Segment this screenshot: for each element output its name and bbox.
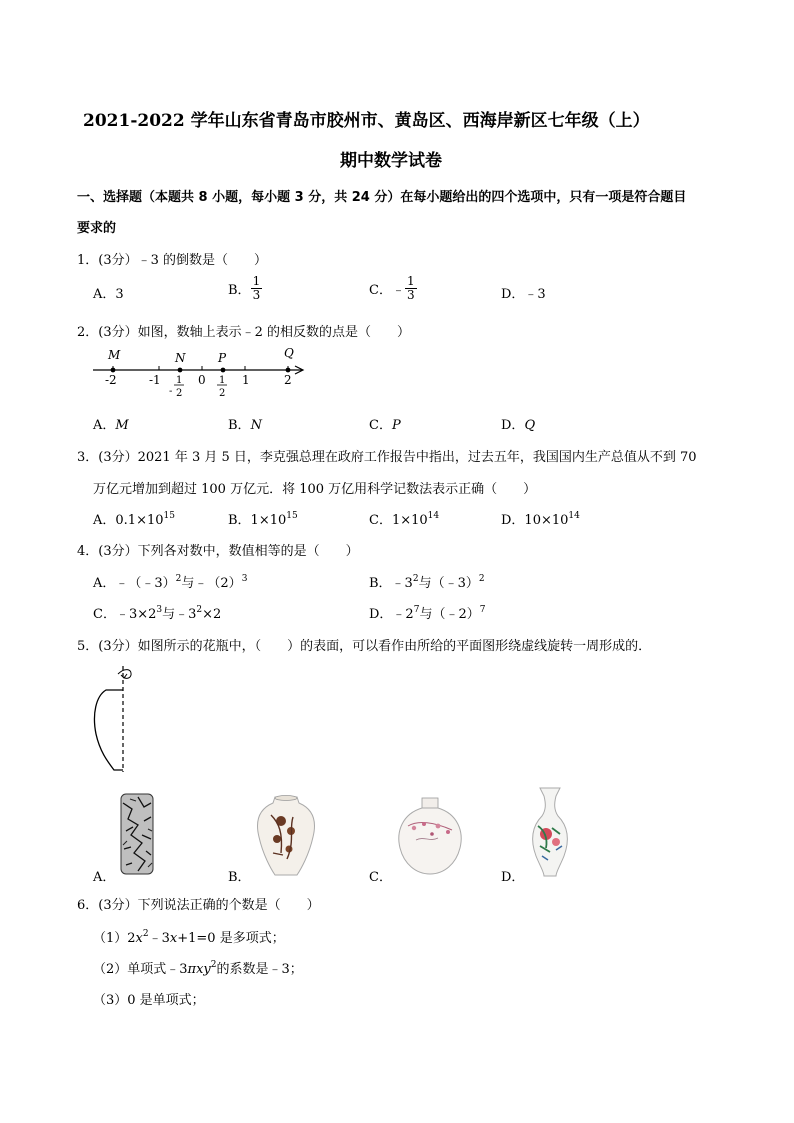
option-exponent: 14 xyxy=(568,511,580,521)
option-part: B．﹣3 xyxy=(369,576,413,591)
fraction-denominator: 3 xyxy=(252,288,261,302)
q5-option-d-label: D． xyxy=(501,870,525,885)
option-prefix: C． xyxy=(369,418,392,433)
point-label-n: N xyxy=(175,351,186,365)
point-label-p: P xyxy=(218,351,227,365)
question-3-line2: 万亿元增加到超过 100 万亿元．将 100 万亿用科学记数法表示正确（ ） xyxy=(93,482,537,497)
tick-label: -1 xyxy=(149,373,161,387)
option-exponent: 7 xyxy=(413,605,420,615)
option-value: N xyxy=(250,418,262,433)
option-exponent: 3 xyxy=(241,574,248,584)
rotation-figure xyxy=(88,662,148,777)
section-heading-line2: 要求的 xyxy=(77,221,117,236)
statement-variable: x xyxy=(169,931,178,946)
statement-variable: πxy xyxy=(187,962,211,977)
exam-title-line2: 期中数学试卷 xyxy=(340,151,442,171)
half-numerator: 1 xyxy=(176,375,183,386)
q1-option-c-prefix: C．﹣ xyxy=(369,283,405,298)
q5-option-c-label: C． xyxy=(369,870,392,885)
statement-part: （1）2 xyxy=(93,931,136,946)
option-part: 与（﹣2） xyxy=(419,607,480,622)
statement-part: +1=0 是多项式； xyxy=(177,931,285,946)
option-value: P xyxy=(391,418,401,433)
tick-label: 1 xyxy=(242,373,250,387)
option-exponent: 2 xyxy=(412,574,419,584)
tall-vase-image xyxy=(526,786,574,878)
q5-option-a-label: A． xyxy=(93,870,116,885)
point-label-q: Q xyxy=(284,346,294,360)
statement-part: （2）单项式﹣3 xyxy=(93,962,188,977)
question-2-stem: 2．(3分）如图，数轴上表示﹣2 的相反数的点是（ ） xyxy=(77,325,411,340)
fraction-denominator: 3 xyxy=(406,288,415,302)
option-exponent: 15 xyxy=(163,511,175,521)
q4-option-d xyxy=(369,603,485,622)
question-4-stem: 4．(3分）下列各对数中，数值相等的是（ ） xyxy=(77,544,359,559)
rotation-arrowhead xyxy=(121,674,127,678)
option-exponent: 15 xyxy=(286,511,298,521)
q3-option-b xyxy=(228,509,298,528)
option-exponent: 2 xyxy=(175,574,182,584)
q6-statement-2 xyxy=(93,958,303,977)
option-part: C．﹣3×2 xyxy=(93,607,157,622)
q3-option-d xyxy=(501,509,580,528)
option-base: C．1×10 xyxy=(369,513,428,528)
q3-option-c xyxy=(369,509,439,528)
option-prefix: A． xyxy=(93,418,116,433)
q1-option-c xyxy=(369,275,417,302)
question-1-stem: 1．(3分）﹣3 的倒数是（ ） xyxy=(77,253,268,268)
option-part: D．﹣2 xyxy=(369,607,414,622)
option-value: Q xyxy=(524,418,536,433)
cylinder-vase-image xyxy=(118,791,156,877)
q4-option-b xyxy=(369,572,485,591)
option-base: B．1×10 xyxy=(228,513,287,528)
option-part: A．﹣（﹣3） xyxy=(93,576,176,591)
option-exponent: 7 xyxy=(479,605,486,615)
option-prefix: B． xyxy=(228,418,251,433)
q2-option-c xyxy=(369,414,401,433)
option-value: M xyxy=(115,418,129,433)
q1-option-c-fraction xyxy=(405,275,417,302)
question-3-line1: 3．(3分）2021 年 3 月 5 日，李克强总理在政府工作报告中指出，过去五年，我国国内生产总值从不到 70 xyxy=(77,450,697,465)
statement-variable: x xyxy=(135,931,143,946)
statement-exponent: 2 xyxy=(142,929,149,939)
q5-option-b-label: B． xyxy=(228,870,251,885)
q1-option-b-prefix: B． xyxy=(228,283,251,298)
q3-option-a xyxy=(93,509,175,528)
option-part: 与（﹣3） xyxy=(418,576,479,591)
round-vase-image xyxy=(394,796,466,876)
point-m-dot xyxy=(111,368,116,373)
option-part: ×2 xyxy=(202,607,222,622)
option-exponent: 2 xyxy=(478,574,485,584)
q1-option-a: A．3 xyxy=(93,287,124,302)
exam-title-line1: 2021-2022 学年山东省青岛市胶州市、黄岛区、西海岸新区七年级（上） xyxy=(83,111,650,131)
option-exponent: 3 xyxy=(156,605,163,615)
q6-statement-3: （3）0 是单项式； xyxy=(93,993,205,1008)
option-exponent: 2 xyxy=(196,605,203,615)
half-neg-sign: - xyxy=(169,386,173,397)
q1-option-d: D．﹣3 xyxy=(501,287,546,302)
point-n-dot xyxy=(178,368,183,373)
q4-option-c xyxy=(93,603,221,622)
option-exponent: 14 xyxy=(427,511,440,521)
statement-exponent: 2 xyxy=(210,960,217,970)
half-numerator: 1 xyxy=(219,375,226,386)
half-denominator: 2 xyxy=(219,388,226,399)
statement-part: 的系数是﹣3； xyxy=(216,962,303,977)
option-base: D．10×10 xyxy=(501,513,569,528)
number-line-figure xyxy=(88,344,318,400)
q1-option-b xyxy=(228,275,262,302)
q2-option-b xyxy=(228,414,262,433)
point-p-dot xyxy=(221,368,226,373)
question-6-stem: 6．(3分）下列说法正确的个数是（ ） xyxy=(77,898,320,913)
half-denominator: 2 xyxy=(176,388,183,399)
point-q-dot xyxy=(286,368,291,373)
point-label-m: M xyxy=(108,348,121,362)
tick-label: 2 xyxy=(284,373,292,387)
shouldered-vase-image xyxy=(253,793,319,879)
q1-option-b-fraction xyxy=(251,275,263,302)
vase-profile-curve xyxy=(94,690,123,770)
fraction-numerator: 1 xyxy=(406,274,415,288)
q2-option-d xyxy=(501,414,535,433)
option-part: 与﹣3 xyxy=(162,607,197,622)
q6-statement-1 xyxy=(93,927,285,946)
statement-part: ﹣3 xyxy=(148,931,170,946)
option-prefix: D． xyxy=(501,418,525,433)
tick-label: -2 xyxy=(105,373,117,387)
option-base: A．0.1×10 xyxy=(93,513,164,528)
q2-option-a xyxy=(93,414,129,433)
fraction-numerator: 1 xyxy=(252,274,261,288)
tick-label: 0 xyxy=(198,373,206,387)
question-5-stem: 5．(3分）如图所示的花瓶中，（ ）的表面，可以看作由所给的平面图形绕虚线旋转一周形成的． xyxy=(77,639,652,654)
q4-option-a xyxy=(93,572,247,591)
section-heading-line1: 一、选择题（本题共 8 小题，每小题 3 分，共 24 分）在每小题给出的四个选项中，只有一项是符合题目 xyxy=(77,190,687,205)
option-part: 与﹣（2） xyxy=(181,576,242,591)
